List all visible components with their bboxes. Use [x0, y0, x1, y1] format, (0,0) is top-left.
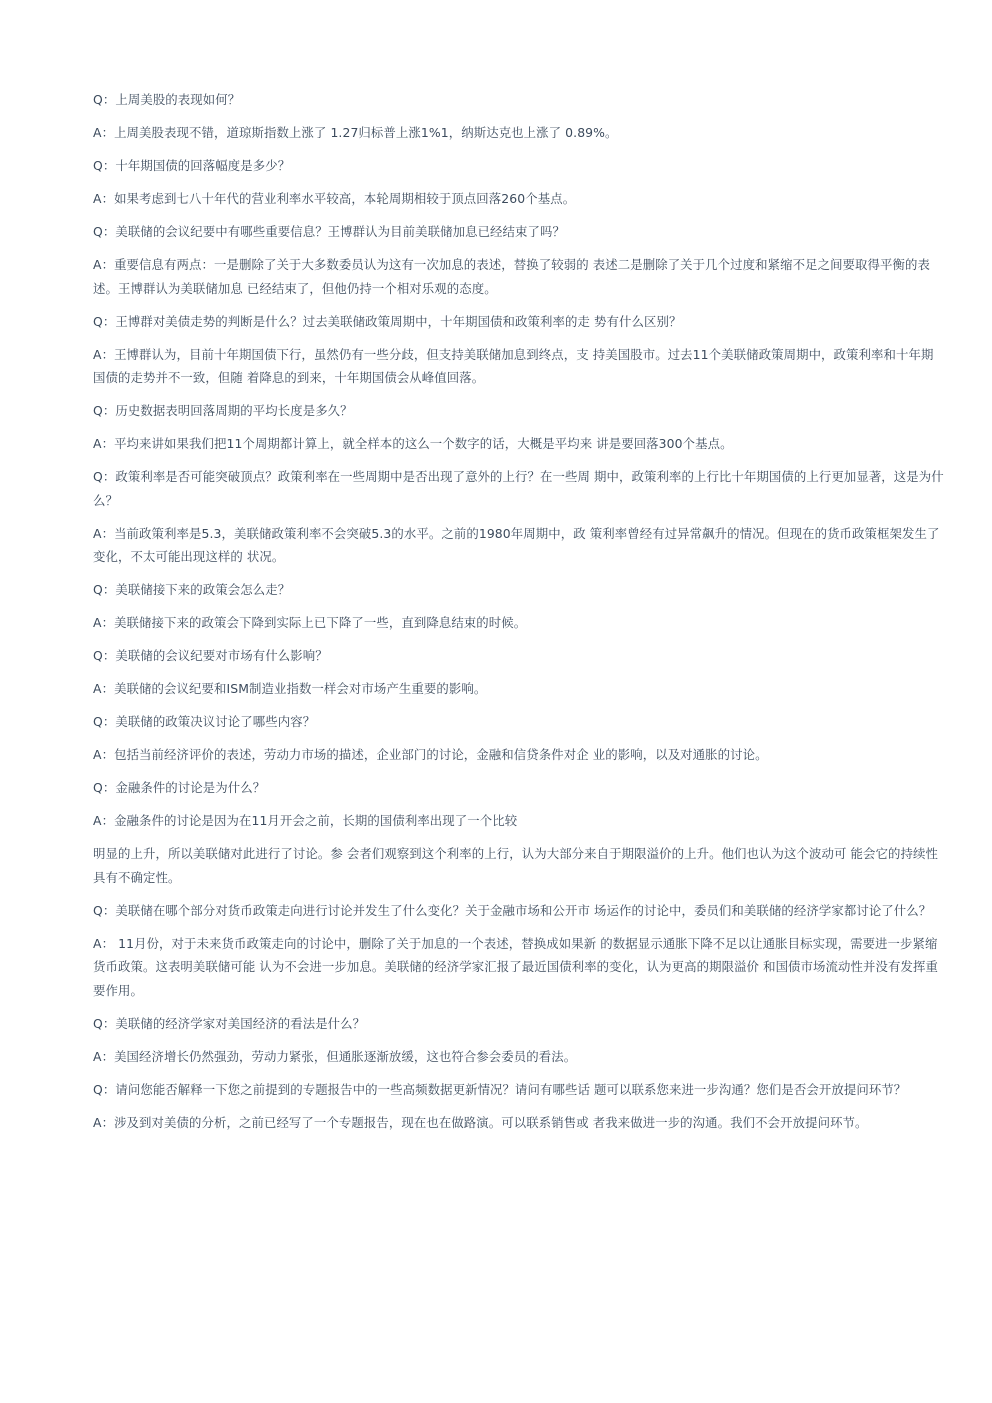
question-paragraph: Q：历史数据表明回落周期的平均长度是多久？	[93, 403, 353, 418]
answer-paragraph: A：上周美股表现不错，道琼斯指数上涨了 1.27归标普上涨1%1，纳斯达克也上涨了 0.89%。	[93, 125, 618, 140]
answer-paragraph: A：涉及到对美债的分析，之前已经写了一个专题报告，现在也在做路演。可以联系销售或 者我来做进一步的沟通。我们不会开放提问环节。	[93, 1114, 868, 1130]
question-paragraph: Q：金融条件的讨论是为什么？	[93, 780, 266, 795]
answer-paragraph: A：包括当前经济评价的表述，劳动力市场的描述，企业部门的讨论，金融和信贷条件对企 业的影响，以及对通胀的讨论。	[93, 747, 768, 762]
answer-paragraph: A：当前政策利率是5.3，美联储政策利率不会突破5.3的水平。之前的1980年周期中，政 策利率曾经有过异常飙升的情况。但现在的货币政策框架发生了变化，不太可能出现这样的 状况。	[93, 525, 940, 564]
continuation-paragraph: 明显的上升，所以美联储对此进行了讨论。参 会者们观察到这个利率的上行，认为大部分来自于期限溢价的上升。他们也认为这个波动可 能会它的持续性具有不确定性。	[93, 846, 938, 885]
question-paragraph: Q：政策利率是否可能突破顶点？政策利率在一些周期中是否出现了意外的上行？在一些周 期中，政策利率的上行比十年期国债的上行更加显著，这是为什么？	[93, 469, 944, 508]
answer-paragraph: A：平均来讲如果我们把11个周期都计算上，就全样本的这么一个数字的话，大概是平均来 讲是要回落300个基点。	[93, 436, 733, 451]
answer-paragraph: A：王博群认为，目前十年期国债下行，虽然仍有一些分歧，但支持美联储加息到终点，支 持美国股市。过去11个美联储政策周期中，政策利率和十年期国债的走势并不一致，但随 着降息的到来，十年期国债会从峰值回落。	[93, 346, 934, 385]
question-paragraph: Q：请问您能否解释一下您之前提到的专题报告中的一些高频数据更新情况？请问有哪些话 题可以联系您来进一步沟通？您们是否会开放提问环节？	[93, 1081, 907, 1097]
question-paragraph: Q：上周美股的表现如何？	[93, 92, 241, 107]
answer-paragraph: A：美联储接下来的政策会下降到实际上已下降了一些，直到降息结束的时候。	[93, 615, 527, 630]
answer-paragraph: A：如果考虑到七八十年代的营业利率水平较高，本轮周期相较于顶点回落260个基点。	[93, 191, 576, 206]
answer-paragraph: A：金融条件的讨论是因为在11月开会之前，长期的国债利率出现了一个比较	[93, 813, 518, 828]
question-paragraph: Q：美联储的会议纪要中有哪些重要信息？王博群认为目前美联储加息已经结束了吗？	[93, 224, 566, 239]
answer-paragraph: A：美国经济增长仍然强劲，劳动力紧张，但通胀逐渐放缓，这也符合参会委员的看法。	[93, 1048, 577, 1064]
answer-paragraph: A： 11月份，对于未来货币政策走向的讨论中，删除了关于加息的一个表述，替换成如果新 的数据显示通胀下降不足以让通胀目标实现，需要进一步紧缩货币政策。这表明美联储可能 认为不会进一步加息。美联储的经济学家汇报了最近国债利率的变化，认为更高的期限溢价 和国债市场流动性并没有发挥重要作用。	[93, 935, 938, 998]
answer-paragraph: A：美联储的会议纪要和ISM制造业指数一样会对市场产生重要的影响。	[93, 681, 487, 696]
question-paragraph: Q：美联储接下来的政策会怎么走？	[93, 582, 291, 597]
question-paragraph: Q：十年期国债的回落幅度是多少？	[93, 158, 291, 173]
question-paragraph: Q：美联储的会议纪要对市场有什么影响？	[93, 648, 328, 663]
question-paragraph: Q：王博群对美债走势的判断是什么？过去美联储政策周期中，十年期国债和政策利率的走 势有什么区别？	[93, 313, 682, 329]
question-paragraph: Q：美联储的政策决议讨论了哪些内容？	[93, 714, 316, 729]
question-paragraph: Q：美联储在哪个部分对货币政策走向进行讨论并发生了什么变化？关于金融市场和公开市 场运作的讨论中，委员们和美联储的经济学家都讨论了什么？	[93, 902, 932, 918]
answer-paragraph: A：重要信息有两点：一是删除了关于大多数委员认为这有一次加息的表述，替换了较弱的 表述二是删除了关于几个过度和紧缩不足之间要取得平衡的表述。王博群认为美联储加息 已经结束了，但他仍持一个相对乐观的态度。	[93, 257, 930, 296]
question-paragraph: Q：美联储的经济学家对美国经济的看法是什么？	[93, 1015, 366, 1031]
